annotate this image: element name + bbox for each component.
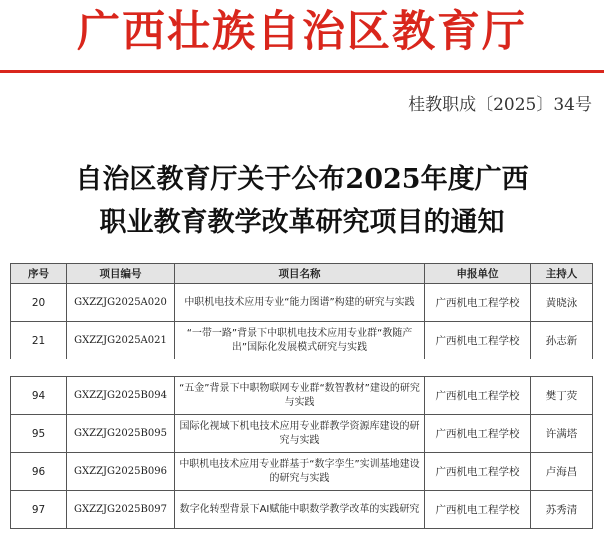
cell-code: GXZZJG2025B095 [67,415,175,453]
cell-name: 中职机电技术应用专业群基于“数字孪生”实训基地建设的研究与实践 [175,453,425,491]
cell-name: 中职机电技术应用专业“能力图谱”构建的研究与实践 [175,284,425,322]
cell-name: 数字化转型背景下AI赋能中职数学教学改革的实践研究 [175,491,425,529]
cell-host: 卢海昌 [531,453,593,491]
column-header-unit: 申报单位 [425,264,531,284]
cell-name: 国际化视域下机电技术应用专业群教学资源库建设的研究与实践 [175,415,425,453]
table-row [11,284,593,322]
cell-no: 94 [11,377,67,415]
table-row [11,322,593,360]
table-gap [0,359,604,375]
cell-host: 许满塔 [531,415,593,453]
cell-no: 20 [11,284,67,322]
cell-host: 孙志新 [531,322,593,360]
document-number: 桂教职成〔2025〕34号 [408,95,592,115]
cell-name: “一带一路”背景下中职机电技术应用专业群“教随产出”国际化发展模式研究与实践 [175,322,425,360]
red-divider [0,70,604,73]
cell-no: 21 [11,322,67,360]
table-row [11,491,593,529]
cell-no: 96 [11,453,67,491]
cell-code: GXZZJG2025B096 [67,453,175,491]
table-row [11,377,593,415]
org-title: 广西壮族自治区教育厅 [77,7,527,57]
table-row [11,415,593,453]
cell-unit: 广西机电工程学校 [425,491,531,529]
cell-unit: 广西机电工程学校 [425,322,531,360]
project-table-top [10,263,593,360]
cell-host: 黄晓泳 [531,284,593,322]
table-header-row [11,264,593,284]
cell-no: 97 [11,491,67,529]
notice-title-line-2: 职业教育教学改革研究项目的通知 [99,207,505,238]
cell-name: “五金”背景下中职物联网专业群“数智教材”建设的研究与实践 [175,377,425,415]
cell-code: GXZZJG2025A020 [67,284,175,322]
cell-code: GXZZJG2025A021 [67,322,175,360]
cell-code: GXZZJG2025B097 [67,491,175,529]
cell-no: 95 [11,415,67,453]
cell-code: GXZZJG2025B094 [67,377,175,415]
column-header-name: 项目名称 [175,264,425,284]
cell-unit: 广西机电工程学校 [425,377,531,415]
column-header-code: 项目编号 [67,264,175,284]
cell-unit: 广西机电工程学校 [425,284,531,322]
project-table-bottom [10,376,593,529]
column-header-host: 主持人 [531,264,593,284]
cell-host: 樊丁荧 [531,377,593,415]
notice-title-line-1: 自治区教育厅关于公布2025年度广西 [75,164,529,195]
table-row [11,453,593,491]
cell-unit: 广西机电工程学校 [425,415,531,453]
column-header-no: 序号 [11,264,67,284]
cell-unit: 广西机电工程学校 [425,453,531,491]
cell-host: 苏秀清 [531,491,593,529]
